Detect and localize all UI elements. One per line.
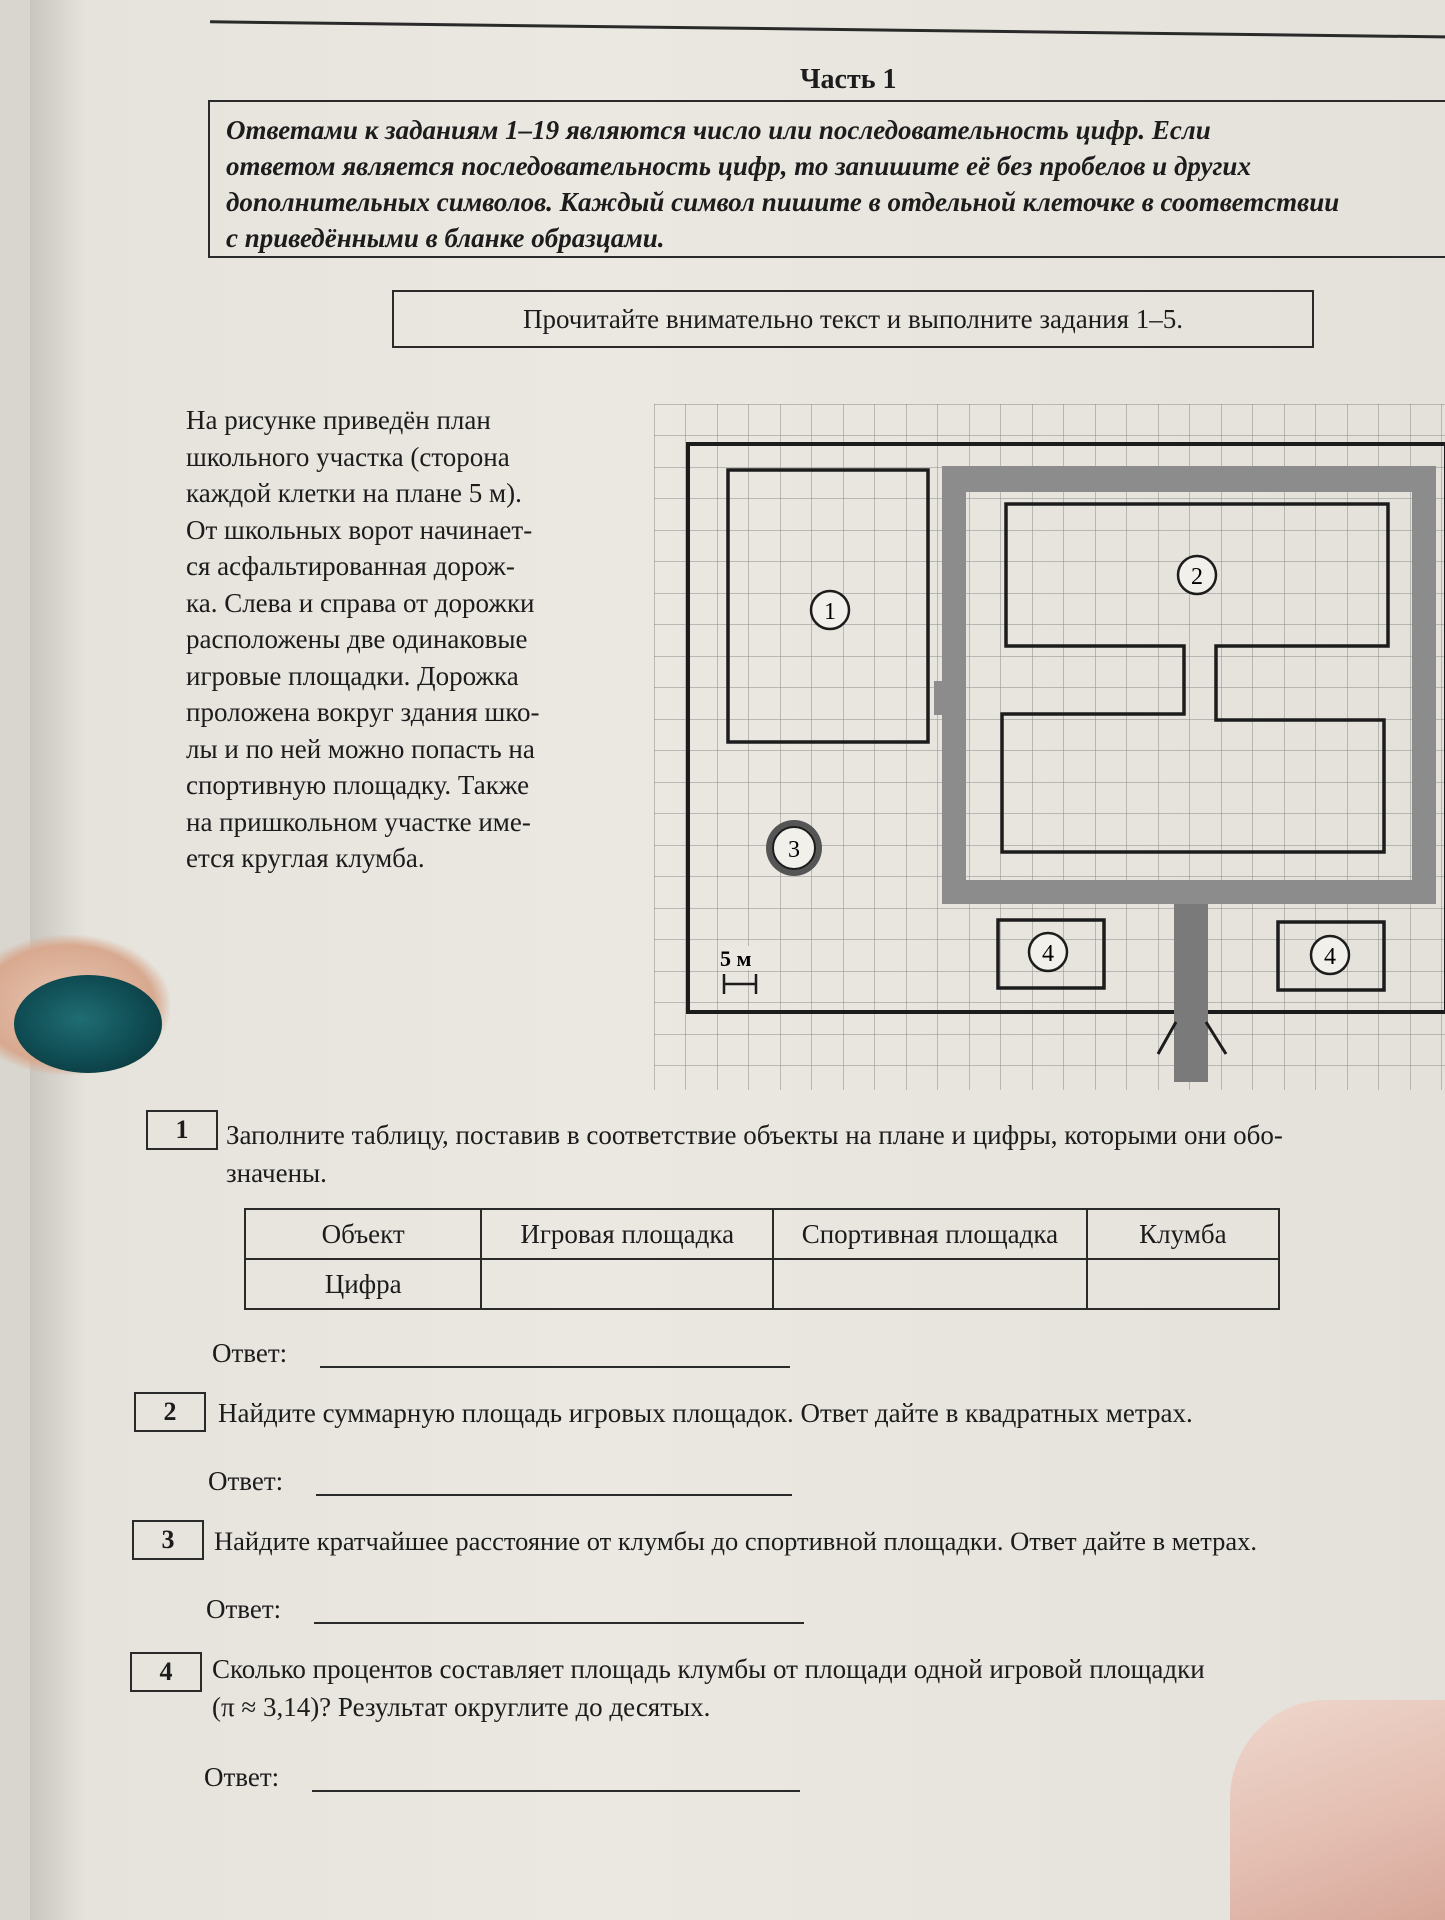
label-1: 1: [824, 599, 836, 625]
scale-label: 5 м: [720, 946, 752, 971]
answer-cell-flowerbed[interactable]: [1087, 1259, 1279, 1309]
question-2-text: Найдите суммарную площадь игровых площадок. Ответ дайте в квадратных метрах.: [218, 1398, 1193, 1428]
plan-text-line: расположены две одинаковые: [186, 624, 528, 654]
plan-text-line: игровые площадки. Дорожка: [186, 660, 519, 691]
question-4-text: [212, 1650, 1442, 1726]
instructions-box: [208, 100, 1445, 258]
plan-text-line: ка. Слева и справа от дорожки: [186, 587, 535, 618]
table-row: [245, 1209, 1279, 1259]
part-title: Часть 1: [800, 64, 897, 95]
answer-line-4[interactable]: [312, 1790, 800, 1792]
instructions-line: с приведёнными в бланке образцами.: [226, 223, 665, 253]
exam-page: [30, 0, 1445, 1920]
answer-label-3: Ответ:: [206, 1594, 282, 1624]
label-4-left: 4: [1042, 941, 1054, 967]
label-2: 2: [1191, 564, 1203, 590]
answer-label-2: Ответ:: [208, 1466, 284, 1496]
question-number-4: 4: [130, 1652, 202, 1692]
plan-description: [186, 402, 618, 877]
instructions-line: Ответами к заданиям 1–19 являются число или последовательность цифр. Если: [226, 115, 1211, 145]
finger-right: [1230, 1700, 1445, 1920]
answer-cell-playground[interactable]: [481, 1259, 773, 1309]
plan-text-line: лы и по ней можно попасть на: [186, 733, 535, 764]
table-row-label: Цифра: [245, 1259, 481, 1309]
plan-text-line: ся асфальтированная дорож-: [186, 551, 515, 581]
table-header-cell: Объект: [245, 1209, 481, 1259]
plan-text-line: На рисунке приведён план: [186, 405, 491, 435]
matching-table: [244, 1208, 1280, 1310]
question-1-line: Заполните таблицу, поставив в соответствие объекты на плане и цифры, которыми они обо-: [226, 1120, 1283, 1150]
answer-line-2[interactable]: [316, 1494, 792, 1496]
painted-nail: [14, 975, 162, 1073]
instructions-line: дополнительных символов. Каждый символ пишите в отдельной клеточке в соответствии: [226, 187, 1340, 217]
table-header-cell: Игровая площадка: [481, 1209, 773, 1259]
question-number-3: 3: [132, 1520, 204, 1560]
question-3-text: Найдите кратчайшее расстояние от клумбы до спортивной площадки. Ответ дайте в метрах.: [214, 1526, 1258, 1556]
plan-text-line: ется круглая клумба.: [186, 843, 425, 873]
answer-line-3[interactable]: [314, 1622, 804, 1624]
question-4-line: Сколько процентов составляет площадь клумбы от площади одной игровой площадки: [212, 1654, 1205, 1684]
answer-label-1: Ответ:: [212, 1338, 288, 1368]
instructions-line: ответом является последовательность цифр, то запишите её без пробелов и других: [226, 151, 1251, 181]
table-row: [245, 1259, 1279, 1309]
question-1-text: [226, 1116, 1445, 1192]
table-header-cell: Клумба: [1087, 1209, 1279, 1259]
plan-text-line: на пришкольном участке име-: [186, 806, 531, 837]
plan-text-line: школьного участка (сторона: [186, 441, 510, 472]
plan-text-line: каждой клетки на плане 5 м).: [186, 478, 522, 508]
plan-text-line: спортивную площадку. Также: [186, 770, 530, 800]
question-4-line: (π ≈ 3,14)? Результат округлите до десятых.: [212, 1692, 711, 1722]
question-number-2: 2: [134, 1392, 206, 1432]
question-1-line: значены.: [226, 1158, 327, 1188]
question-number-1: 1: [146, 1110, 218, 1150]
school-plan-diagram: [654, 404, 1445, 1090]
asphalt-path-gate: [1174, 904, 1208, 1082]
label-3: 3: [788, 837, 800, 863]
answer-label-4: Ответ:: [204, 1762, 280, 1792]
plan-text-line: От школьных ворот начинает-: [186, 514, 533, 545]
answer-line-1[interactable]: [320, 1366, 790, 1368]
label-4-right: 4: [1324, 944, 1336, 970]
plan-text-line: проложена вокруг здания шко-: [186, 697, 540, 727]
answer-cell-sports-ground[interactable]: [773, 1259, 1087, 1309]
asphalt-path-branch-left: [934, 681, 964, 715]
top-rule: [210, 20, 1445, 38]
read-prompt-box: Прочитайте внимательно текст и выполните задания 1–5.: [392, 290, 1314, 348]
table-header-cell: Спортивная площадка: [773, 1209, 1087, 1259]
